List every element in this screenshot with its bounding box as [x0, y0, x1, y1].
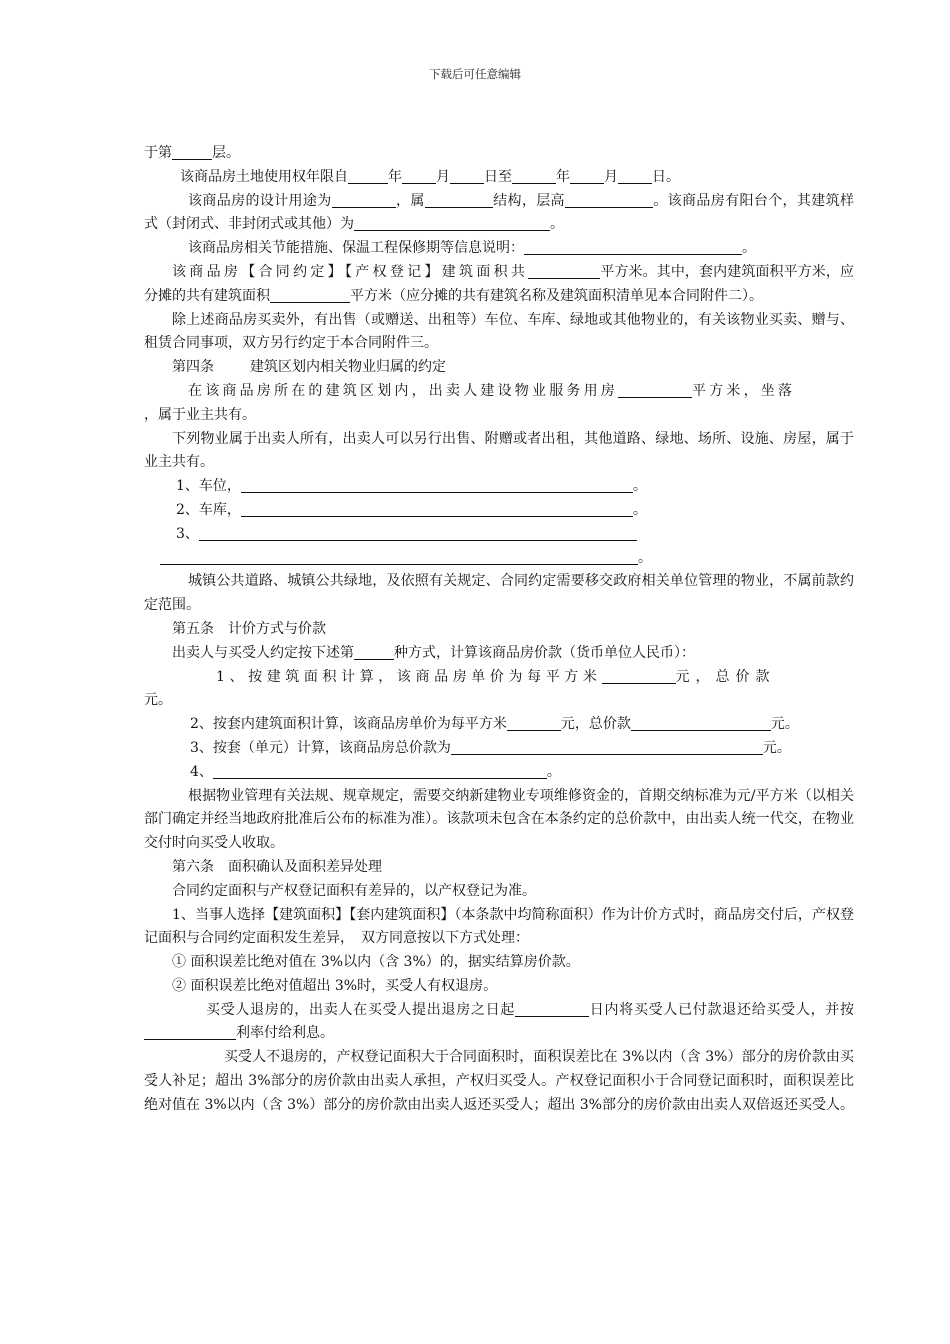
blank-field [241, 477, 633, 493]
clause-within-3-percent: ① 面积误差比绝对值在 3%以内（含 3%）的，据实结算房价款。 [172, 954, 580, 971]
blank-field [515, 1001, 589, 1017]
item-other: 3、 [144, 523, 854, 547]
line-energy: 该商品房相关节能措施、保温工程保修期等信息说明： 。 [188, 240, 756, 257]
blank-field [618, 168, 652, 184]
blank-field [528, 263, 600, 279]
paragraph-other-property: 除上述商品房买卖外，有出售（或赠送、出租等）车位、车库、绿地或其他物业的，有关该物业买卖、赠与、租赁合同事项，双方另行约定于本合同附件三。 [144, 311, 854, 352]
paragraph-usage: 该商品房的设计用途为 ，属 结构，层高 。该商品房有阳台个，其建筑样式（封闭式、非封闭式或其他）为 。 [144, 192, 855, 233]
blank-field [565, 192, 653, 208]
line-floor: 于第 层。 [144, 145, 240, 161]
blank-field [512, 168, 556, 184]
blank-field [507, 715, 561, 731]
blank-field [213, 763, 547, 779]
blank-field [618, 382, 692, 398]
paragraph-refund: 买受人退房的，出卖人在买受人提出退房之日起 日内将买受人已付款退还给买受人，并按利率付给利息。 [144, 999, 854, 1047]
paragraph-maintenance-fund: 根据物业管理有关法规、规章规定，需要交纳新建物业专项维修资金的，首期交纳标准为元/平方米（以相关部门确定并经当地政府批准后公布的标准为准）。该款项未包含在本条约定的总价款中，由出卖人统一代交，在物业交付时向买受人收取。 [144, 787, 854, 852]
line-land-term: 该商品房土地使用权年限自 年 月 日至 年 月 日。 [180, 168, 680, 185]
article-4-heading: 第四条 建筑区划内相关物业归属的约定 [172, 359, 446, 376]
item-parking-space: 1、车位， 。 [176, 478, 647, 495]
blank-field [199, 525, 637, 541]
blank-field [172, 144, 212, 160]
blank-field [602, 668, 676, 684]
blank-field [570, 168, 604, 184]
blank-field [354, 215, 550, 231]
article-5-heading: 第五条 计价方式与价款 [172, 620, 326, 637]
method-3: 3、按套（单元）计算，该商品房总价款为 元。 [190, 739, 791, 756]
paragraph-seller-property: 下列物业属于出卖人所有，出卖人可以另行出售、附赠或者出租，其他道路、绿地、场所、设施、房屋，属于业主共有。 [144, 430, 854, 471]
document-body [144, 142, 854, 1118]
line-area-rule: 合同约定面积与产权登记面积有差异的，以产权登记为准。 [172, 882, 536, 899]
blank-field [332, 192, 396, 208]
blank-field [402, 168, 436, 184]
line-pricing-method: 出卖人与买受人约定按下述第 种方式，计算该商品房价款（货币单位人民币）： [172, 644, 695, 661]
paragraph-public-roads: 城镇公共道路、城镇公共绿地，及依照有关规定、合同约定需要移交政府相关单位管理的物业，不属前款约定范围。 [144, 573, 854, 614]
paragraph-service-room: 在该商品房所在的建筑区划内，出卖人建设物业服务用房 平方米，坐落 ，属于业主共有。 [144, 382, 796, 423]
blank-field [631, 715, 771, 731]
paragraph-no-refund: 买受人不退房的，产权登记面积大于合同面积时，面积误差比在 3%以内（含 3%）部分的房价款由买受人补足；超出 3%部分的房价款由出卖人承担，产权归买受人。产权登记面积小于合同登记面积时，面积误差比绝对值在 3%以内（含 3%）部分的房价款由出卖人返还买受人；超出 3%部分的房价款由出卖人双倍返还买受人。 [144, 1049, 854, 1113]
method-1: 1、按建筑面积计算，该商品房单价为每平方米 元，总价款 元。 [144, 668, 776, 709]
blank-field [270, 287, 350, 303]
method-2: 2、按套内建筑面积计算，该商品房单价为每平方米 元，总价款 元。 [190, 716, 799, 733]
item-other-continued: 。 [144, 547, 854, 571]
blank-field [524, 239, 742, 255]
blank-field [348, 168, 388, 184]
blank-field [451, 739, 763, 755]
clause-over-3-percent: ② 面积误差比绝对值超出 3%时，买受人有权退房。 [172, 977, 498, 994]
blank-field [425, 192, 493, 208]
paragraph-area-choice: 1、当事人选择【建筑面积】【套内建筑面积】（本条款中均简称面积）作为计价方式时，商品房交付后，产权登记面积与合同约定面积发生差异， 双方同意按以下方式处理： [144, 906, 854, 947]
blank-field [144, 1024, 236, 1040]
blank-field [450, 168, 484, 184]
blank-field [241, 501, 633, 517]
item-garage: 2、车库， 。 [176, 501, 647, 518]
page-header: 下载后可任意编辑 [429, 67, 521, 81]
paragraph-area: 该商品房【合同约定】【产权登记】建筑面积共 平方米。其中，套内建筑面积平方米，应分摊的共有建筑面积 平方米（应分摊的共有建筑名称及建筑面积清单见本合同附件二）。 [144, 263, 855, 304]
method-4: 4、 。 [190, 763, 561, 780]
blank-field [354, 644, 394, 660]
article-6-heading: 第六条 面积确认及面积差异处理 [172, 858, 382, 875]
blank-field [160, 549, 638, 565]
